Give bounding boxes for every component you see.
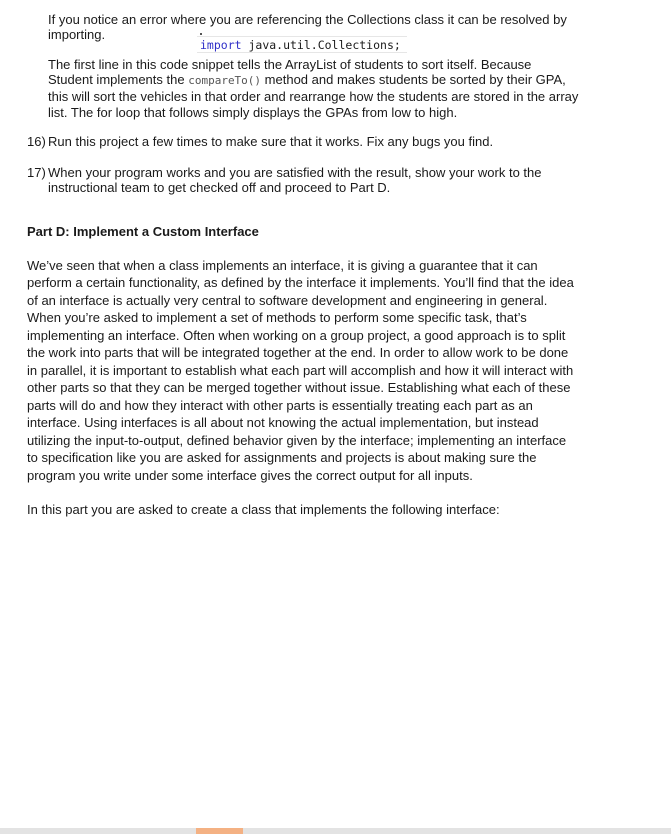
step-17-text-1: When your program works and you are satisfied with the result, show your work to the: [48, 165, 542, 180]
part-d-line-2: perform a certain functionality, as defined by the interface it implements. You’ll find that the idea: [27, 275, 574, 290]
explain-line-2-post: method and makes students be sorted by their GPA,: [261, 72, 566, 87]
code-keyword: import: [200, 38, 242, 52]
explain-line-2-pre: Student implements the: [48, 72, 189, 87]
step-16-number: 16): [27, 134, 46, 149]
code-rest: java.util.Collections;: [241, 38, 401, 52]
explain-line-2: [48, 71, 566, 90]
part-d-line-9: parts will do and how they interact with other parts is essentially treating each part as an: [27, 398, 533, 413]
part-d-line-13: program you write under some interface gives the correct output for all inputs.: [27, 468, 473, 483]
intro-line-1: If you notice an error where you are referencing the Collections class it can be resolved by: [48, 12, 567, 27]
explain-line-4: list. The for loop that follows simply displays the GPAs from low to high.: [48, 105, 458, 120]
explain-line-1: The first line in this code snippet tells the ArrayList of students to sort itself. Because: [48, 57, 532, 72]
part-d-line-10: interface. Using interfaces is all about not knowing the actual implementation, but instead: [27, 415, 539, 430]
part-d-line-8: other parts so that they can be merged together without issue. Establishing what each of these: [27, 380, 571, 395]
step-16-text: Run this project a few times to make sure that it works. Fix any bugs you find.: [48, 134, 494, 149]
part-d-line-1: We’ve seen that when a class implements an interface, it is giving a guarantee that it can: [27, 258, 538, 273]
part-d-instruction: In this part you are asked to create a class that implements the following interface:: [27, 502, 500, 517]
part-d-line-11: utilizing the input-to-output, defined behavior given by the interface; implementing an interface: [27, 433, 567, 448]
intro-line-2: importing.: [48, 27, 106, 42]
step-17-number: 17): [27, 165, 46, 180]
part-d-heading: Part D: Implement a Custom Interface: [27, 224, 259, 239]
code-marker: [200, 33, 202, 35]
part-d-line-12: to specification like you are asked for assignments and projects is about making sure the: [27, 450, 537, 465]
code-snippet: [197, 36, 407, 53]
part-d-line-7: in parallel, it is important to establish what each part will accomplish and how it will interact with: [27, 363, 574, 378]
horizontal-scrollbar-track[interactable]: [0, 828, 671, 834]
step-17-text-2: instructional team to get checked off and proceed to Part D.: [48, 180, 391, 195]
explain-line-3: this will sort the vehicles in that order and rearrange how the students are stored in the array: [48, 89, 579, 104]
part-d-line-5: implementing an interface. Often when working on a group project, a good approach is to split: [27, 328, 566, 343]
part-d-line-6: the work into parts that will be integrated together at the end. In order to allow work to be done: [27, 345, 569, 360]
part-d-line-3: of an interface is actually very central to software development and engineering in general.: [27, 293, 548, 308]
inline-code-compareto: compareTo(): [188, 74, 262, 87]
horizontal-scrollbar-thumb[interactable]: [196, 828, 243, 834]
part-d-line-4: When you’re asked to implement a set of methods to perform some specific task, that’s: [27, 310, 527, 325]
